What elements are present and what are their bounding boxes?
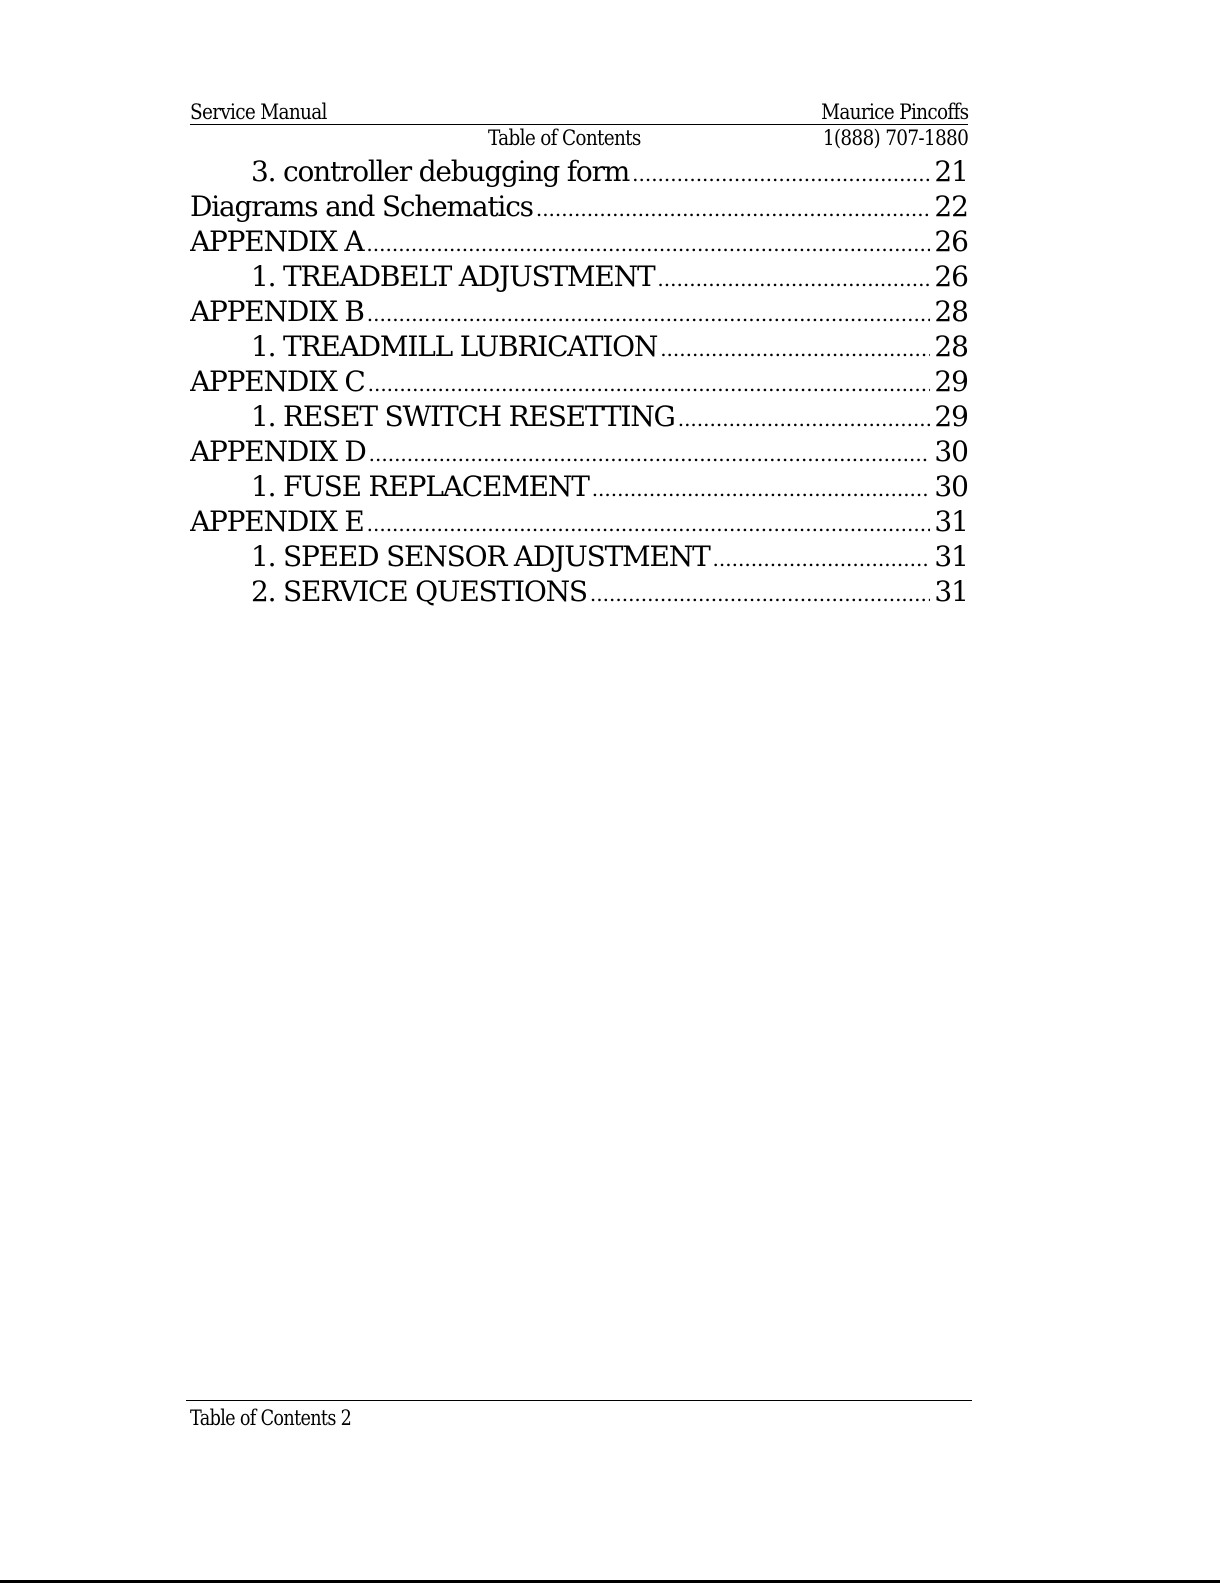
- toc-page-number: 31: [934, 505, 968, 538]
- toc-entry-title: 2. SERVICE QUESTIONS: [251, 575, 587, 608]
- page-header: [190, 96, 968, 153]
- toc-dot-leader: [536, 192, 931, 224]
- toc-entry[interactable]: [190, 154, 968, 189]
- toc-page-number: 21: [934, 155, 968, 188]
- toc-dot-leader: [367, 507, 931, 539]
- toc-page-number: 29: [934, 400, 968, 433]
- toc-dot-leader: [657, 262, 930, 294]
- toc-entry[interactable]: [190, 504, 968, 539]
- toc-dot-leader: [660, 332, 930, 364]
- toc-page-number: 29: [934, 365, 968, 398]
- header-bottom-row: [190, 125, 968, 153]
- toc-dot-leader: [366, 227, 930, 259]
- footer-page-label: Table of Contents 2: [190, 1406, 352, 1430]
- header-section-title: Table of Contents: [488, 126, 641, 150]
- toc-dot-leader: [369, 437, 931, 469]
- toc-entry-title: APPENDIX C: [190, 365, 365, 398]
- header-company-name: Maurice Pincoffs: [820, 100, 968, 124]
- toc-entry[interactable]: [190, 364, 968, 399]
- toc-dot-leader: [592, 472, 931, 504]
- table-of-contents: [190, 154, 968, 609]
- toc-page-number: 26: [934, 225, 968, 258]
- toc-entry-title: 3. controller debugging form: [251, 155, 630, 188]
- toc-entry-title: 1. SPEED SENSOR ADJUSTMENT: [251, 540, 710, 573]
- header-phone-number: 1(888) 707-1880: [822, 126, 968, 150]
- toc-entry-title: APPENDIX E: [190, 505, 364, 538]
- toc-page-number: 30: [934, 435, 968, 468]
- page-footer: [186, 1400, 972, 1430]
- toc-entry-title: 1. TREADBELT ADJUSTMENT: [251, 260, 655, 293]
- toc-page-number: 22: [934, 190, 968, 223]
- toc-page-number: 28: [934, 330, 968, 363]
- toc-dot-leader: [632, 157, 930, 189]
- toc-dot-leader: [590, 577, 930, 609]
- toc-entry[interactable]: [190, 539, 968, 574]
- toc-entry[interactable]: [190, 434, 968, 469]
- toc-entry[interactable]: [190, 224, 968, 259]
- header-manual-title: Service Manual: [190, 100, 327, 124]
- toc-entry[interactable]: [190, 329, 968, 364]
- toc-entry[interactable]: [190, 469, 968, 504]
- toc-entry[interactable]: [190, 399, 968, 434]
- toc-dot-leader: [367, 297, 931, 329]
- toc-entry-title: APPENDIX B: [190, 295, 364, 328]
- header-top-row: [190, 96, 968, 125]
- toc-dot-leader: [678, 402, 931, 434]
- toc-entry-title: Diagrams and Schematics: [190, 190, 533, 223]
- toc-entry[interactable]: [190, 259, 968, 294]
- toc-entry-title: 1. TREADMILL LUBRICATION: [251, 330, 658, 363]
- toc-entry-title: 1. FUSE REPLACEMENT: [251, 470, 589, 503]
- toc-entry[interactable]: [190, 189, 968, 224]
- toc-dot-leader: [368, 367, 931, 399]
- toc-page-number: 26: [934, 260, 968, 293]
- toc-entry[interactable]: [190, 574, 968, 609]
- toc-entry-title: APPENDIX D: [190, 435, 366, 468]
- toc-entry-title: APPENDIX A: [190, 225, 364, 258]
- toc-page-number: 30: [934, 470, 968, 503]
- toc-entry[interactable]: [190, 294, 968, 329]
- toc-page-number: 28: [934, 295, 968, 328]
- toc-page-number: 31: [934, 575, 968, 608]
- toc-entry-title: 1. RESET SWITCH RESETTING: [251, 400, 675, 433]
- toc-dot-leader: [713, 542, 931, 574]
- toc-page-number: 31: [934, 540, 968, 573]
